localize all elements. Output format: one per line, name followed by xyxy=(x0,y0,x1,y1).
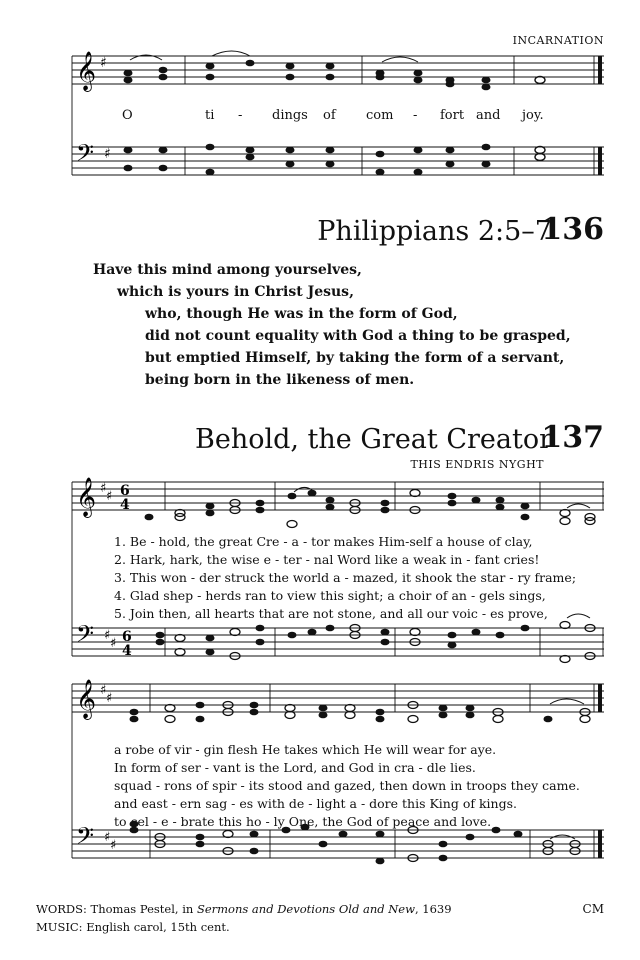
svg-text:6: 6 xyxy=(120,483,130,499)
svg-text:𝄢: 𝄢 xyxy=(76,620,95,653)
hymn-tune-name: THIS ENDRIS NYGHT xyxy=(410,458,544,471)
verse-1-line-2: a robe of vir - gin flesh He takes which He will wear for aye. xyxy=(114,742,497,757)
words-author: Thomas Pestel, in xyxy=(90,902,194,916)
lyric-syllable: com xyxy=(366,108,394,123)
lyric-syllable: dings xyxy=(272,108,308,123)
top-lyrics xyxy=(0,108,640,126)
reading-line: Have this mind among yourselves, xyxy=(93,262,362,278)
top-tune-name: INCARNATION xyxy=(512,34,604,47)
music-label: MUSIC: xyxy=(36,920,83,934)
svg-text:♯: ♯ xyxy=(100,55,107,71)
svg-text:𝄞: 𝄞 xyxy=(76,477,97,517)
svg-text:♯: ♯ xyxy=(104,628,111,643)
top-music-system xyxy=(0,0,640,200)
reading-title: Philippians 2:5–7 xyxy=(317,216,552,247)
verse-5-line-1: 5. Join then, all hearts that are not stone, and all our voic - es prove, xyxy=(114,606,548,621)
lyric-syllable: joy. xyxy=(522,108,544,123)
svg-text:𝄞: 𝄞 xyxy=(76,51,97,91)
svg-text:4: 4 xyxy=(122,643,132,659)
music-source: English carol, 15th cent. xyxy=(86,920,230,934)
svg-text:♯: ♯ xyxy=(104,830,111,845)
lyric-syllable: fort xyxy=(440,108,465,123)
words-source: Sermons and Devotions Old and New xyxy=(196,902,415,916)
verse-4-line-2: and east - ern sag - es with de - light a - dore this King of kings. xyxy=(114,796,517,811)
reading-line: but emptied Himself, by taking the form of a servant, xyxy=(145,350,565,366)
svg-text:♯: ♯ xyxy=(100,481,107,496)
svg-text:♯: ♯ xyxy=(110,636,117,651)
svg-text:♯: ♯ xyxy=(110,838,117,853)
svg-text:𝄢: 𝄢 xyxy=(76,822,95,855)
verse-3-line-1: 3. This won - der struck the world a - mazed, it shook the star - ry frame; xyxy=(114,570,577,585)
svg-text:♯: ♯ xyxy=(100,683,107,698)
words-year: , 1639 xyxy=(414,902,452,916)
lyric-syllable: of xyxy=(323,108,336,123)
lyric-syllable: O xyxy=(122,108,133,123)
reading-line: did not count equality with God a thing to be grasped, xyxy=(145,328,571,344)
lyric-hyphen: - xyxy=(413,108,418,123)
verse-2-line-2: In form of ser - vant is the Lord, and God in cra - dle lies. xyxy=(114,760,476,775)
svg-text:♯: ♯ xyxy=(106,691,113,706)
verse-1-line-1: 1. Be - hold, the great Cre - a - tor makes Him-self a house of clay, xyxy=(114,534,533,549)
hymn-title: Behold, the Great Creator xyxy=(195,424,552,455)
words-credit xyxy=(36,902,452,916)
svg-text:♯: ♯ xyxy=(106,489,113,504)
reading-line: who, though He was in the form of God, xyxy=(145,306,458,322)
meter-label: CM xyxy=(582,902,604,916)
svg-text:6: 6 xyxy=(122,629,132,645)
verse-4-line-1: 4. Glad shep - herds ran to view this sight; a choir of an - gels sings, xyxy=(114,588,546,603)
svg-text:𝄞: 𝄞 xyxy=(76,679,97,719)
svg-text:4: 4 xyxy=(120,497,130,513)
verse-5-line-2: to cel - e - brate this ho - ly One, the God of peace and love. xyxy=(114,814,492,829)
svg-text:𝄢: 𝄢 xyxy=(76,139,95,172)
reading-line: which is yours in Christ Jesus, xyxy=(117,284,354,300)
music-credit xyxy=(36,920,230,934)
svg-text:♯: ♯ xyxy=(104,146,111,162)
words-label: WORDS: xyxy=(36,902,87,916)
hymn-system-2 xyxy=(0,672,640,882)
lyric-syllable: and xyxy=(476,108,501,123)
lyric-hyphen: - xyxy=(238,108,243,123)
hymn-number: 137 xyxy=(541,420,604,455)
verse-2-line-1: 2. Hark, hark, the wise e - ter - nal Word like a weak in - fant cries! xyxy=(114,552,540,567)
reading-line: being born in the likeness of men. xyxy=(145,372,415,388)
lyric-syllable: ti xyxy=(205,108,215,123)
verse-3-line-2: squad - rons of spir - its stood and gazed, then down in troops they came. xyxy=(114,778,580,793)
reading-number: 136 xyxy=(541,212,604,247)
